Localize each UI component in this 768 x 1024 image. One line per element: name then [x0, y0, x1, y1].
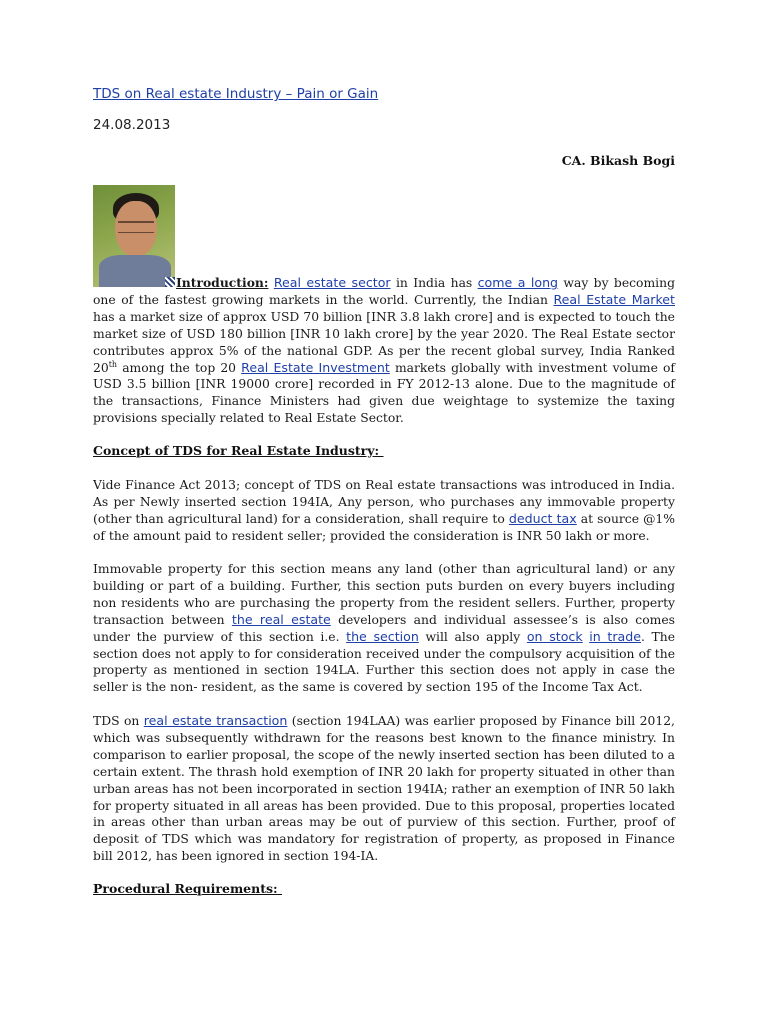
paragraph-text: at source @1% of the amount paid to resident seller; provided the consideration is INR 50 lakh or more. [93, 511, 676, 543]
link-real-estate-sector[interactable]: Real estate sector [273, 275, 391, 290]
section-heading-concept: Concept of TDS for Real Estate Industry: [93, 443, 384, 458]
article-date: 24.08.2013 [93, 117, 171, 133]
paragraph-text: developers and individual assessee’s is also comes under the purview of this section i.e. [93, 612, 675, 644]
link-deduct-tax[interactable]: deduct tax [508, 510, 577, 526]
paragraph-text: Immovable property for this section means any land (other than agricultural land) or any building or part of a building. Further, this section puts burden on every buyers including non residents who are purchasing the property from the resident sellers. Further, property transaction between [93, 562, 675, 627]
paragraph-text: will also apply [418, 629, 527, 644]
link-real-estate-market[interactable]: Real Estate Market [553, 291, 675, 307]
intro-text: markets globally with investment volume of USD 3.5 billion [INR 19000 crore] recorded in FY 2012-13 alone. Due to the magnitude of the transactions, Finance Ministers had given due weightage to systemize the taxing provisions specially related to Real Estate Sector. [93, 360, 675, 426]
photo-glasses [118, 221, 154, 233]
link-real-estate-transaction[interactable]: real estate transaction [143, 713, 288, 728]
paragraph-text: Vide Finance Act 2013; concept of TDS on Real estate transactions was introduced in India. As per Newly inserted section 194IA, Any person, who purchases any immovable property (other than agricultural land) for a consideration, shall require to [93, 478, 675, 526]
author-photo [93, 185, 175, 287]
link-the-real-estate[interactable]: the real estate [231, 611, 331, 627]
paragraph-text: TDS on [93, 714, 144, 728]
link-real-estate-investment[interactable]: Real Estate Investment [241, 359, 390, 375]
intro-text: among the top 20 [117, 360, 242, 375]
article-title-link[interactable]: TDS on Real estate Industry – Pain or Gain [93, 86, 379, 102]
paragraph-text: . The section does not apply to for consideration received under the compulsory acquisition of the property as mentioned in section 194LA. Further this section does not apply in case the seller is the non- resident, as the same is covered by section 195 of the Income Tax Act. [93, 629, 675, 695]
intro-text: in India has [390, 276, 478, 290]
paragraph-text: (section 194LAA) was earlier proposed by Finance bill 2012, which was subsequently withdrawn for the reasons best known to the finance ministry. In comparison to earlier proposal, the scope of the newly inserted section has been diluted to a certain extent. The thrash hold exemption of INR 20 lakh for property situated in other than urban areas has not been incorporated in section 194IA; rather an exemption of INR 50 lakh for property situated in all areas has been provided. Due to this proposal, properties located in areas other than urban areas may be out of purview of this section. Further, proof of deposit of TDS which was mandatory for registration of property, as proposed in Finance bill 2012, has been ignored in section 194-IA. [93, 714, 675, 864]
section-heading-procedural: Procedural Requirements: [93, 881, 283, 896]
concept-paragraph-3 [93, 713, 675, 865]
concept-paragraph-1 [93, 477, 675, 545]
article-author: CA. Bikash Bogi [561, 153, 675, 168]
link-the-section[interactable]: the section [346, 628, 419, 644]
intro-text: way by becoming one of the fastest growing markets in the world. Currently, the Indian [93, 276, 675, 307]
intro-label: Introduction: [176, 275, 269, 290]
concept-paragraph-2 [93, 561, 675, 696]
intro-text: has a market size of approx USD 70 billion [INR 3.8 lakh crore] and is expected to touch the market size of USD 180 billion [INR 10 lakh crore] by the year 2020. The Real Estate sector contributes approx 5% of the national GDP. As per the recent global survey, India Ranked 20 [93, 309, 675, 375]
intro-sup: th [108, 359, 118, 369]
link-come-a-long[interactable]: come a long [477, 275, 559, 290]
link-in-trade[interactable]: in trade [589, 628, 641, 644]
link-on-stock[interactable]: on stock [526, 628, 583, 644]
intro-paragraph [93, 275, 675, 427]
